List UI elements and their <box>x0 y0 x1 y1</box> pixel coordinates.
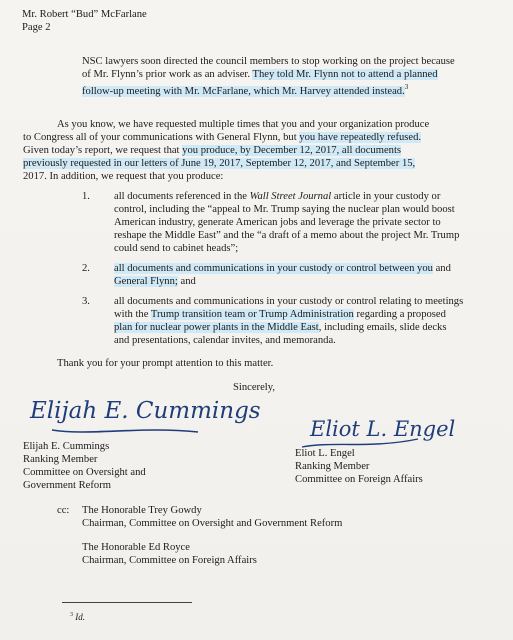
p1-line-3 <box>82 81 408 98</box>
signature-stroke-icon <box>50 424 200 438</box>
item-1-line-3: American industry, generate American jobs and leverage the private sector to <box>114 217 441 228</box>
signer-committee: Committee on Foreign Affairs <box>295 474 423 485</box>
p2-line-3: Given today’s report, we request that you produce, by December 12, 2017, all documents <box>23 145 402 156</box>
highlight: you have repeatedly refused. <box>299 132 422 143</box>
cc-recipient-name: The Honorable Trey Gowdy <box>82 505 202 516</box>
item-2-line-1: all documents and communications in your custody or control between you and <box>114 263 451 274</box>
item-number: 3. <box>82 296 90 307</box>
signer-title: Ranking Member <box>23 454 98 465</box>
thanks-line: Thank you for your prompt attention to this matter. <box>57 358 274 369</box>
signer-title: Ranking Member <box>295 461 370 472</box>
highlight: previously requested in our letters of June 19, 2017, September 12, 2017, and September 15, <box>23 158 416 169</box>
item-1-line-5: could send to cabinet heads”; <box>114 243 239 254</box>
recipient-header: Mr. Robert “Bud” McFarlane <box>22 9 147 20</box>
signer-committee: Committee on Oversight and <box>23 467 146 478</box>
item-1-line-4: reshape the Middle East” and the “a draft of a memo about the project Mr. Trump <box>114 230 460 241</box>
item-2-line-2: General Flynn; and <box>114 276 196 287</box>
p1-line-2: of Mr. Flynn’s prior work as an adviser. They told Mr. Flynn not to attend a planned <box>82 69 438 80</box>
item-3-line-4: and presentations, calendar invites, and memoranda. <box>114 335 336 346</box>
signer-name: Elijah E. Cummings <box>23 441 110 452</box>
p1-line-1: NSC lawyers soon directed the council members to stop working on the project because <box>82 56 455 67</box>
highlight: General Flynn; <box>114 276 178 287</box>
p2-line-2: to Congress all of your communications with General Flynn, but you have repeatedly refused. <box>23 132 422 143</box>
highlight: They told Mr. Flynn not to attend a planned <box>252 69 438 80</box>
cc-recipient-name: The Honorable Ed Royce <box>82 542 190 553</box>
signer-committee-line-2: Government Reform <box>23 480 111 491</box>
item-number: 1. <box>82 191 90 202</box>
signature-engel: Eliot L. Engel <box>310 417 455 441</box>
item-number: 2. <box>82 263 90 274</box>
p2-line-4 <box>23 157 415 170</box>
cc-recipient-title: Chairman, Committee on Oversight and Government Reform <box>82 518 343 529</box>
signature-cummings: Elijah E. Cummings <box>30 398 261 424</box>
item-3-line-2: with the Trump transition team or Trump Administration regarding a proposed <box>114 309 446 320</box>
highlight: plan for nuclear power plants in the Middle East <box>114 322 319 333</box>
signer-name: Eliot L. Engel <box>295 448 355 459</box>
highlight: you produce, by December 12, 2017, all documents <box>182 145 402 156</box>
page-number: Page 2 <box>22 22 51 33</box>
footnote-rule <box>62 602 192 603</box>
footnote-ref: 3 <box>404 83 409 91</box>
item-1-line-2: control, including the “appeal to Mr. Trump saying the nuclear plan would boost <box>114 204 455 215</box>
cc-recipient-title: Chairman, Committee on Foreign Affairs <box>82 555 257 566</box>
closing: Sincerely, <box>233 382 275 393</box>
item-3-line-1: all documents and communications in your custody or control relating to meetings <box>114 296 464 307</box>
p2-line-1: As you know, we have requested multiple times that you and your organization produce <box>57 119 430 130</box>
footnote: $^3$ Id. <box>70 612 85 622</box>
highlight: follow-up meeting with Mr. McFarlane, which Mr. Harvey attended instead. <box>82 85 405 97</box>
cc-label: cc: <box>57 505 70 516</box>
highlight: Trump transition team or Trump Administration <box>150 309 354 320</box>
item-1-line-1: all documents referenced in the Wall Street Journal article in your custody or <box>114 191 441 202</box>
highlight: all documents and communications in your custody or control between you <box>114 263 433 274</box>
p2-line-5: 2017. In addition, we request that you produce: <box>23 171 224 182</box>
item-3-line-3: plan for nuclear power plants in the Middle East, including emails, slide decks <box>114 322 447 333</box>
